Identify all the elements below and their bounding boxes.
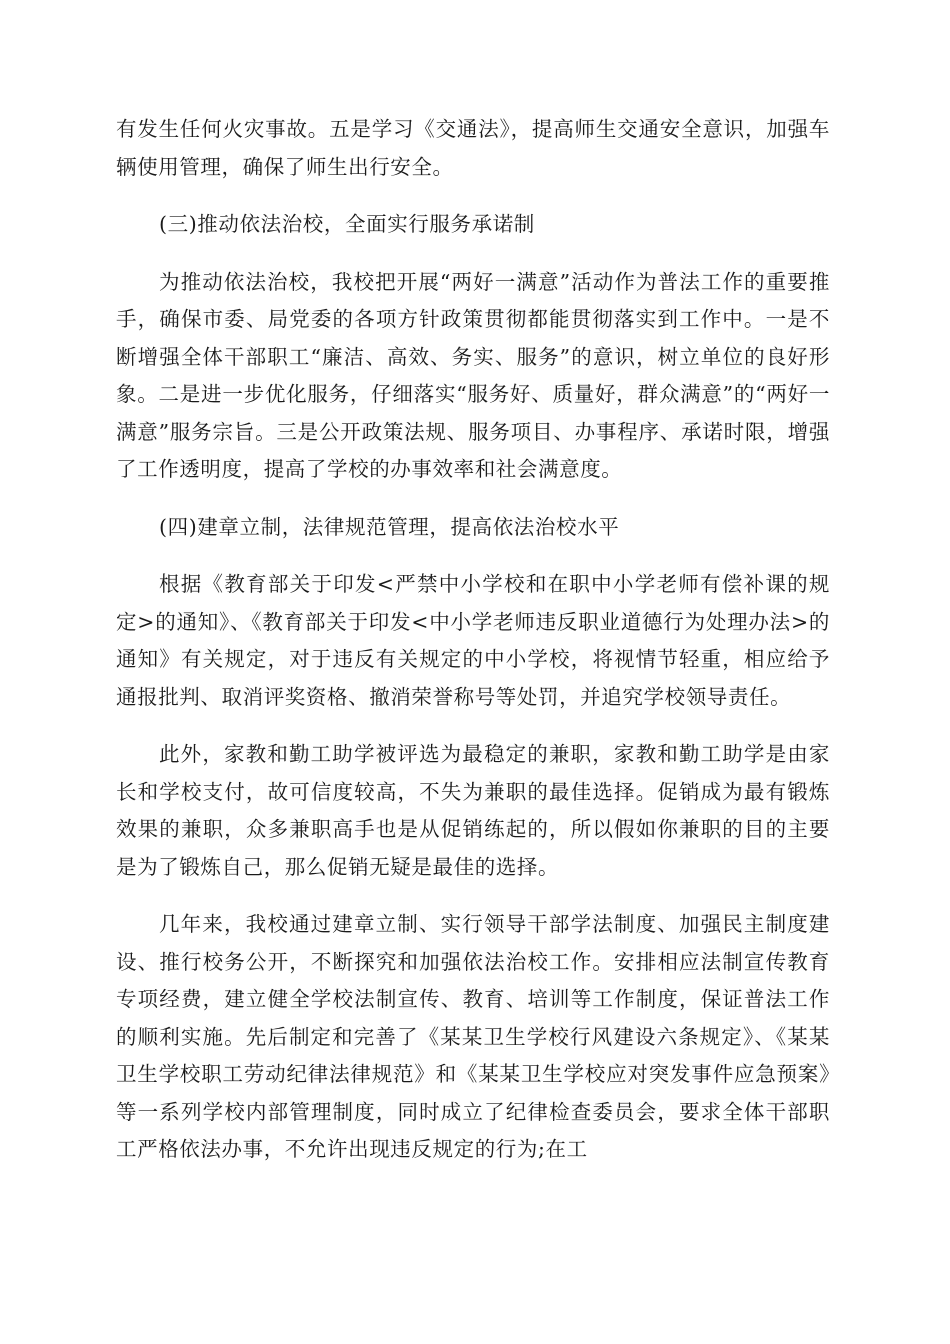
paragraph-gap [116, 886, 830, 906]
document-body [116, 111, 830, 1169]
paragraph: 为推动依法治校，我校把开展“两好一满意”活动作为普法工作的重要推手，确保市委、局党委的各项方针政策贯彻都能贯彻落实到工作中。一是不断增强全体干部职工“廉洁、高效、务实、服务”的意识，树立单位的良好形象。二是进一步优化服务，仔细落实“服务好、质量好，群众满意”的“两好一满意”服务宗旨。三是公开政策法规、服务项目、办事程序、承诺时限，增强了工作透明度，提高了学校的办事效率和社会满意度。 [116, 269, 830, 481]
paragraph: 此外，家教和勤工助学被评选为最稳定的兼职，家教和勤工助学是由家长和学校支付，故可信度较高，不失为兼职的最佳选择。促销成为最有锻炼效果的兼职，众多兼职高手也是从促销练起的，所以假如你兼职的目的主要是为了锻炼自己，那么促销无疑是最佳的选择。 [116, 742, 830, 879]
paragraph: 根据《教育部关于印发<严禁中小学校和在职中小学老师有偿补课的规定>的通知》、《教育部关于印发<中小学老师违反职业道德行为处理办法>的通知》有关规定，对于违反有关规定的中小学校，将视情节轻重，相应给予通报批判、取消评奖资格、撤消荣誉称号等处罚，并追究学校领导责任。 [116, 572, 830, 709]
paragraph-gap [116, 716, 830, 736]
paragraph-gap [116, 546, 830, 566]
paragraph: 几年来，我校通过建章立制、实行领导干部学法制度、加强民主制度建设、推行校务公开，不断探究和加强依法治校工作。安排相应法制宣传教育专项经费，建立健全学校法制宣传、教育、培训等工作制度，保证普法工作的顺利实施。先后制定和完善了《某某卫生学校行风建设六条规定》、《某某卫生学校职工劳动纪律法律规范》和《某某卫生学校应对突发事件应急预案》等一系列学校内部管理制度，同时成立了纪律检查委员会，要求全体干部职工严格依法办事，不允许出现违反规定的行为;在工 [116, 912, 830, 1161]
section-heading-3: (三)推动依法治校，全面实行服务承诺制 [159, 212, 535, 236]
paragraph-gap [116, 244, 830, 264]
paragraph-gap [116, 186, 830, 206]
section-heading-4: (四)建章立制，法律规范管理，提高依法治校水平 [159, 514, 620, 539]
paragraph-gap [116, 489, 830, 509]
paragraph-continued: 有发生任何火灾事故。五是学习《交通法》，提高师生交通安全意识，加强车辆使用管理，确保了师生出行安全。 [116, 117, 830, 179]
